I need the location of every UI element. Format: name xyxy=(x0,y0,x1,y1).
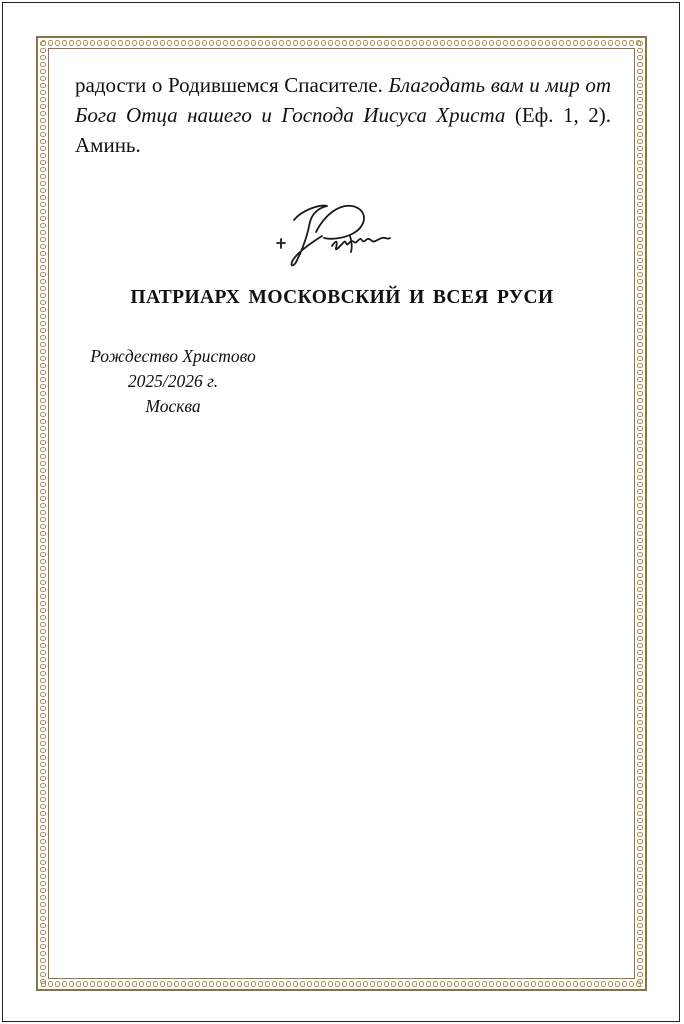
closing-paragraph xyxy=(75,70,611,160)
patriarch-title: ПАТРИАРХ МОСКОВСКИЙ И ВСЕЯ РУСИ xyxy=(130,287,554,308)
closing-text-end: (Еф. 1, 2). Аминь. xyxy=(75,103,611,157)
frame-ornament-bottom xyxy=(40,980,643,988)
letter-closing xyxy=(75,70,611,160)
frame-ornament-right xyxy=(636,40,644,987)
frame-ornament-left xyxy=(39,40,47,987)
ornamental-frame xyxy=(36,36,647,991)
frame-ornament-top xyxy=(40,39,643,47)
handwritten-signature xyxy=(272,196,394,276)
frame-inner-border xyxy=(48,48,635,979)
scripture-quote: Благодать вам и мир от Бога Отца нашего и Господа Иисуса Христа xyxy=(75,73,611,127)
dateline-place: Москва xyxy=(145,396,201,416)
dateline xyxy=(75,344,271,419)
dateline-year: 2025/2026 г. xyxy=(127,371,219,391)
closing-text-start: радости о Родившемся Спасителе. xyxy=(75,73,389,97)
dateline-occasion: Рождество Христово xyxy=(90,346,256,366)
